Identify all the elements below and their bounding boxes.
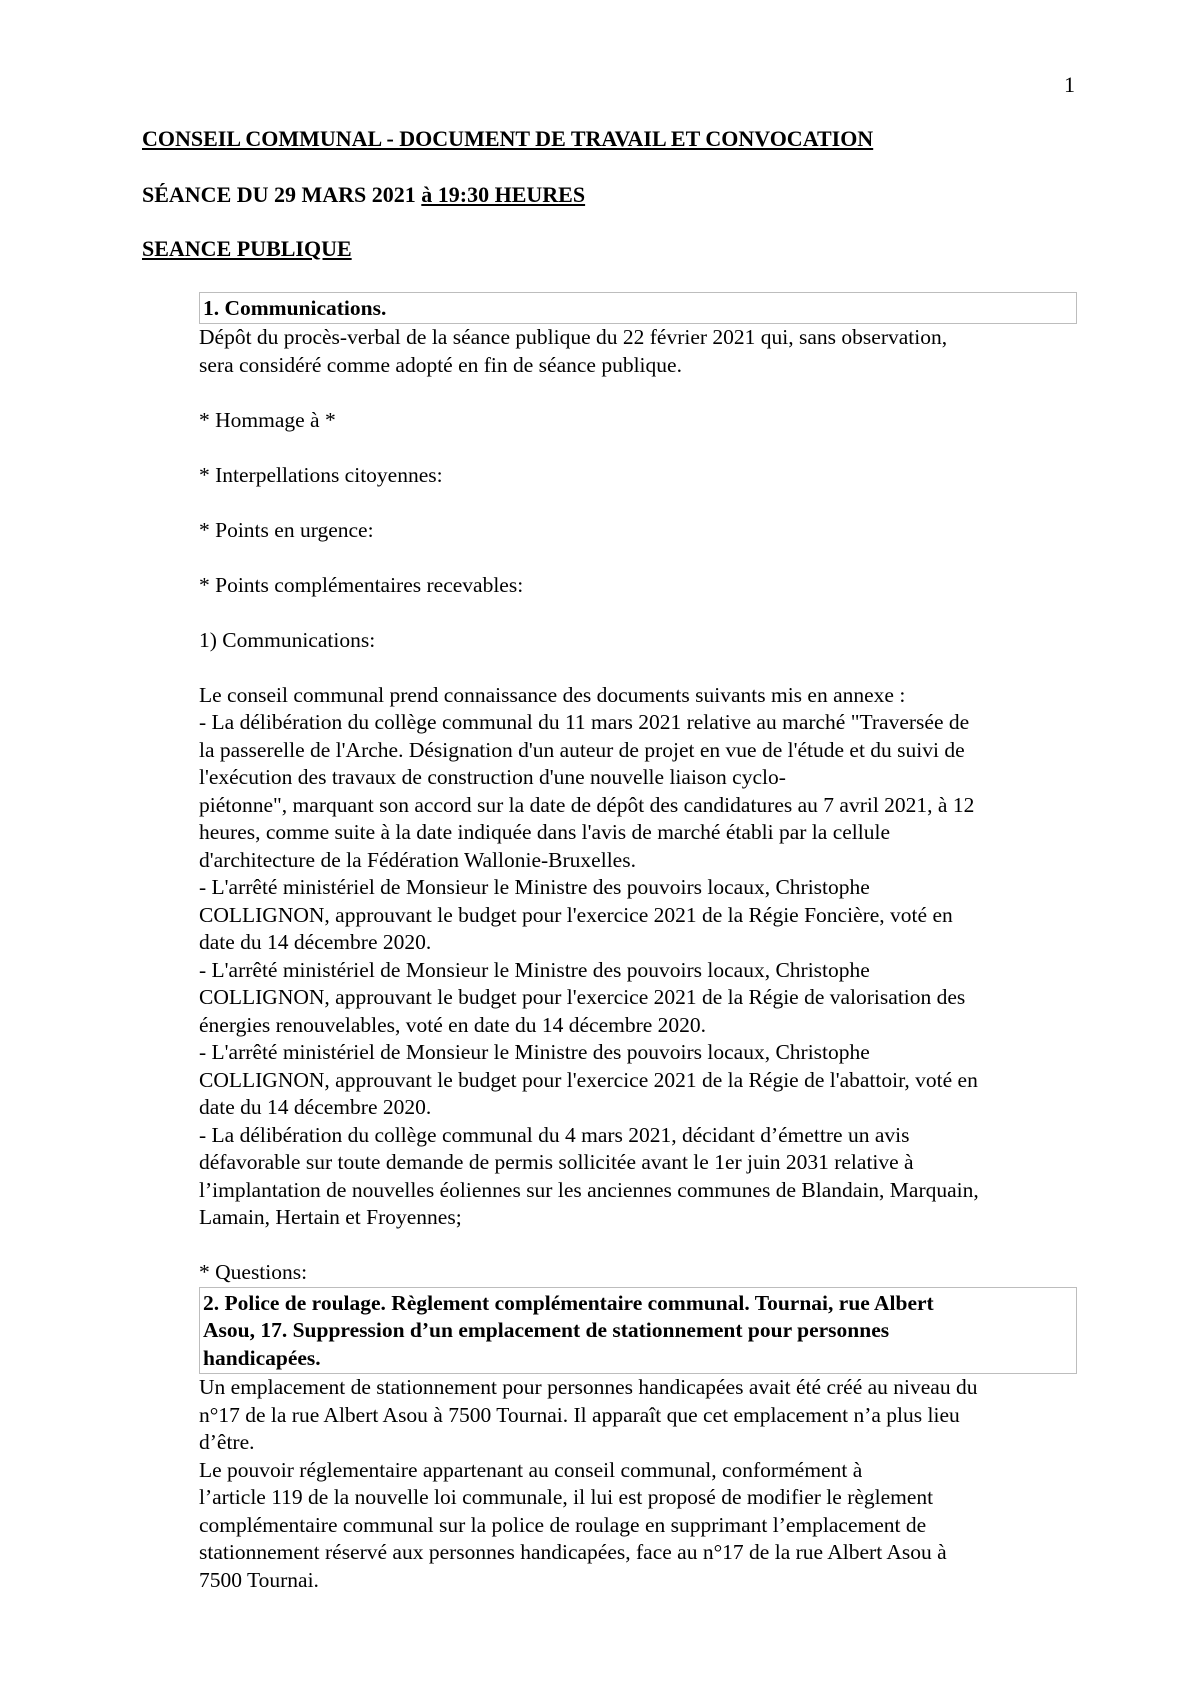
text-line: d'architecture de la Fédération Wallonie-Bruxelles. (199, 847, 636, 872)
item1-title-box (199, 292, 1077, 324)
text-line: Lamain, Hertain et Froyennes; (199, 1205, 462, 1229)
text-line: - L'arrêté ministériel de Monsieur le Ministre des pouvoirs locaux, Christophe (199, 957, 870, 982)
text-line: Dépôt du procès-verbal de la séance publique du 22 février 2021 qui, sans observation, (199, 325, 948, 349)
text-line: - L'arrêté ministériel de Monsieur le Ministre des pouvoirs locaux, Christophe (199, 1040, 870, 1064)
text-line: COLLIGNON, approuvant le budget pour l'exercice 2021 de la Régie Foncière, voté en (199, 902, 953, 927)
session-type: SEANCE PUBLIQUE (142, 236, 352, 261)
session-time: à 19:30 HEURES (421, 182, 586, 207)
text-line: - La délibération du collège communal du 11 mars 2021 relative au marché "Traversée de (199, 710, 970, 734)
text-line: COLLIGNON, approuvant le budget pour l'exercice 2021 de la Régie de valorisation des (199, 985, 966, 1009)
text-line: sera considéré comme adopté en fin de séance publique. (199, 352, 682, 377)
session-date-prefix: SÉANCE DU 29 MARS 2021 (142, 182, 416, 207)
text-line: l’implantation de nouvelles éoliennes sur les anciennes communes de Blandain, Marquain, (199, 1177, 979, 1202)
item2-body (199, 1374, 1079, 1594)
item1-intro (199, 324, 1079, 379)
text-line: Le conseil communal prend connaissance des documents suivants mis en annexe : (199, 682, 906, 707)
communications-heading: 1) Communications: (199, 627, 376, 652)
text-line: stationnement réservé aux personnes handicapées, face au n°17 de la rue Albert Asou à (199, 1540, 947, 1564)
text-line: Un emplacement de stationnement pour personnes handicapées avait été créé au niveau du (199, 1375, 978, 1399)
text-line: d’être. (199, 1430, 255, 1454)
questions-line: * Questions: (199, 1260, 308, 1284)
item2-title-line: Asou, 17. Suppression d’un emplacement de stationnement pour personnes (203, 1318, 890, 1342)
item2-title-line: handicapées. (203, 1345, 321, 1370)
communications-list (199, 682, 1079, 1232)
text-line: 7500 Tournai. (199, 1567, 319, 1592)
text-line: énergies renouvelables, voté en date du 14 décembre 2020. (199, 1012, 707, 1037)
page-number: 1 (1064, 72, 1075, 97)
document-title: CONSEIL COMMUNAL - DOCUMENT DE TRAVAIL ET CONVOCATION (142, 126, 874, 151)
text-line: complémentaire communal sur la police de roulage en supprimant l’emplacement de (199, 1512, 927, 1537)
session-date (142, 182, 585, 208)
text-line: date du 14 décembre 2020. (199, 1095, 432, 1119)
text-line: la passerelle de l'Arche. Désignation d'un auteur de projet en vue de l'étude et du suivi de (199, 737, 965, 762)
agenda-content (199, 292, 1079, 1594)
text-line: heures, comme suite à la date indiquée dans l'avis de marché établi par la cellule (199, 820, 890, 844)
complementaires-line: * Points complémentaires recevables: (199, 572, 524, 597)
text-line: piétonne", marquant son accord sur la date de dépôt des candidatures au 7 avril 2021, à 12 (199, 792, 975, 817)
text-line: - L'arrêté ministériel de Monsieur le Ministre des pouvoirs locaux, Christophe (199, 875, 870, 899)
interpellations-line: * Interpellations citoyennes: (199, 462, 443, 487)
text-line: date du 14 décembre 2020. (199, 930, 432, 954)
text-line: Le pouvoir réglementaire appartenant au conseil communal, conformément à (199, 1457, 863, 1482)
text-line: défavorable sur toute demande de permis sollicitée avant le 1er juin 2031 relative à (199, 1150, 914, 1174)
text-line: l'exécution des travaux de construction d'une nouvelle liaison cyclo- (199, 765, 786, 789)
item2-title-box (199, 1287, 1077, 1375)
item1-title: 1. Communications. (203, 296, 387, 320)
text-line: n°17 de la rue Albert Asou à 7500 Tournai. Il apparaît que cet emplacement n’a plus lieu (199, 1402, 960, 1427)
text-line: COLLIGNON, approuvant le budget pour l'exercice 2021 de la Régie de l'abattoir, voté en (199, 1067, 978, 1092)
item2-title-line: 2. Police de roulage. Règlement complémentaire communal. Tournai, rue Albert (203, 1290, 934, 1315)
hommage-line: * Hommage à * (199, 407, 336, 432)
urgence-line: * Points en urgence: (199, 517, 374, 542)
text-line: l’article 119 de la nouvelle loi communale, il lui est proposé de modifier le règlement (199, 1485, 934, 1509)
text-line: - La délibération du collège communal du 4 mars 2021, décidant d’émettre un avis (199, 1122, 910, 1147)
